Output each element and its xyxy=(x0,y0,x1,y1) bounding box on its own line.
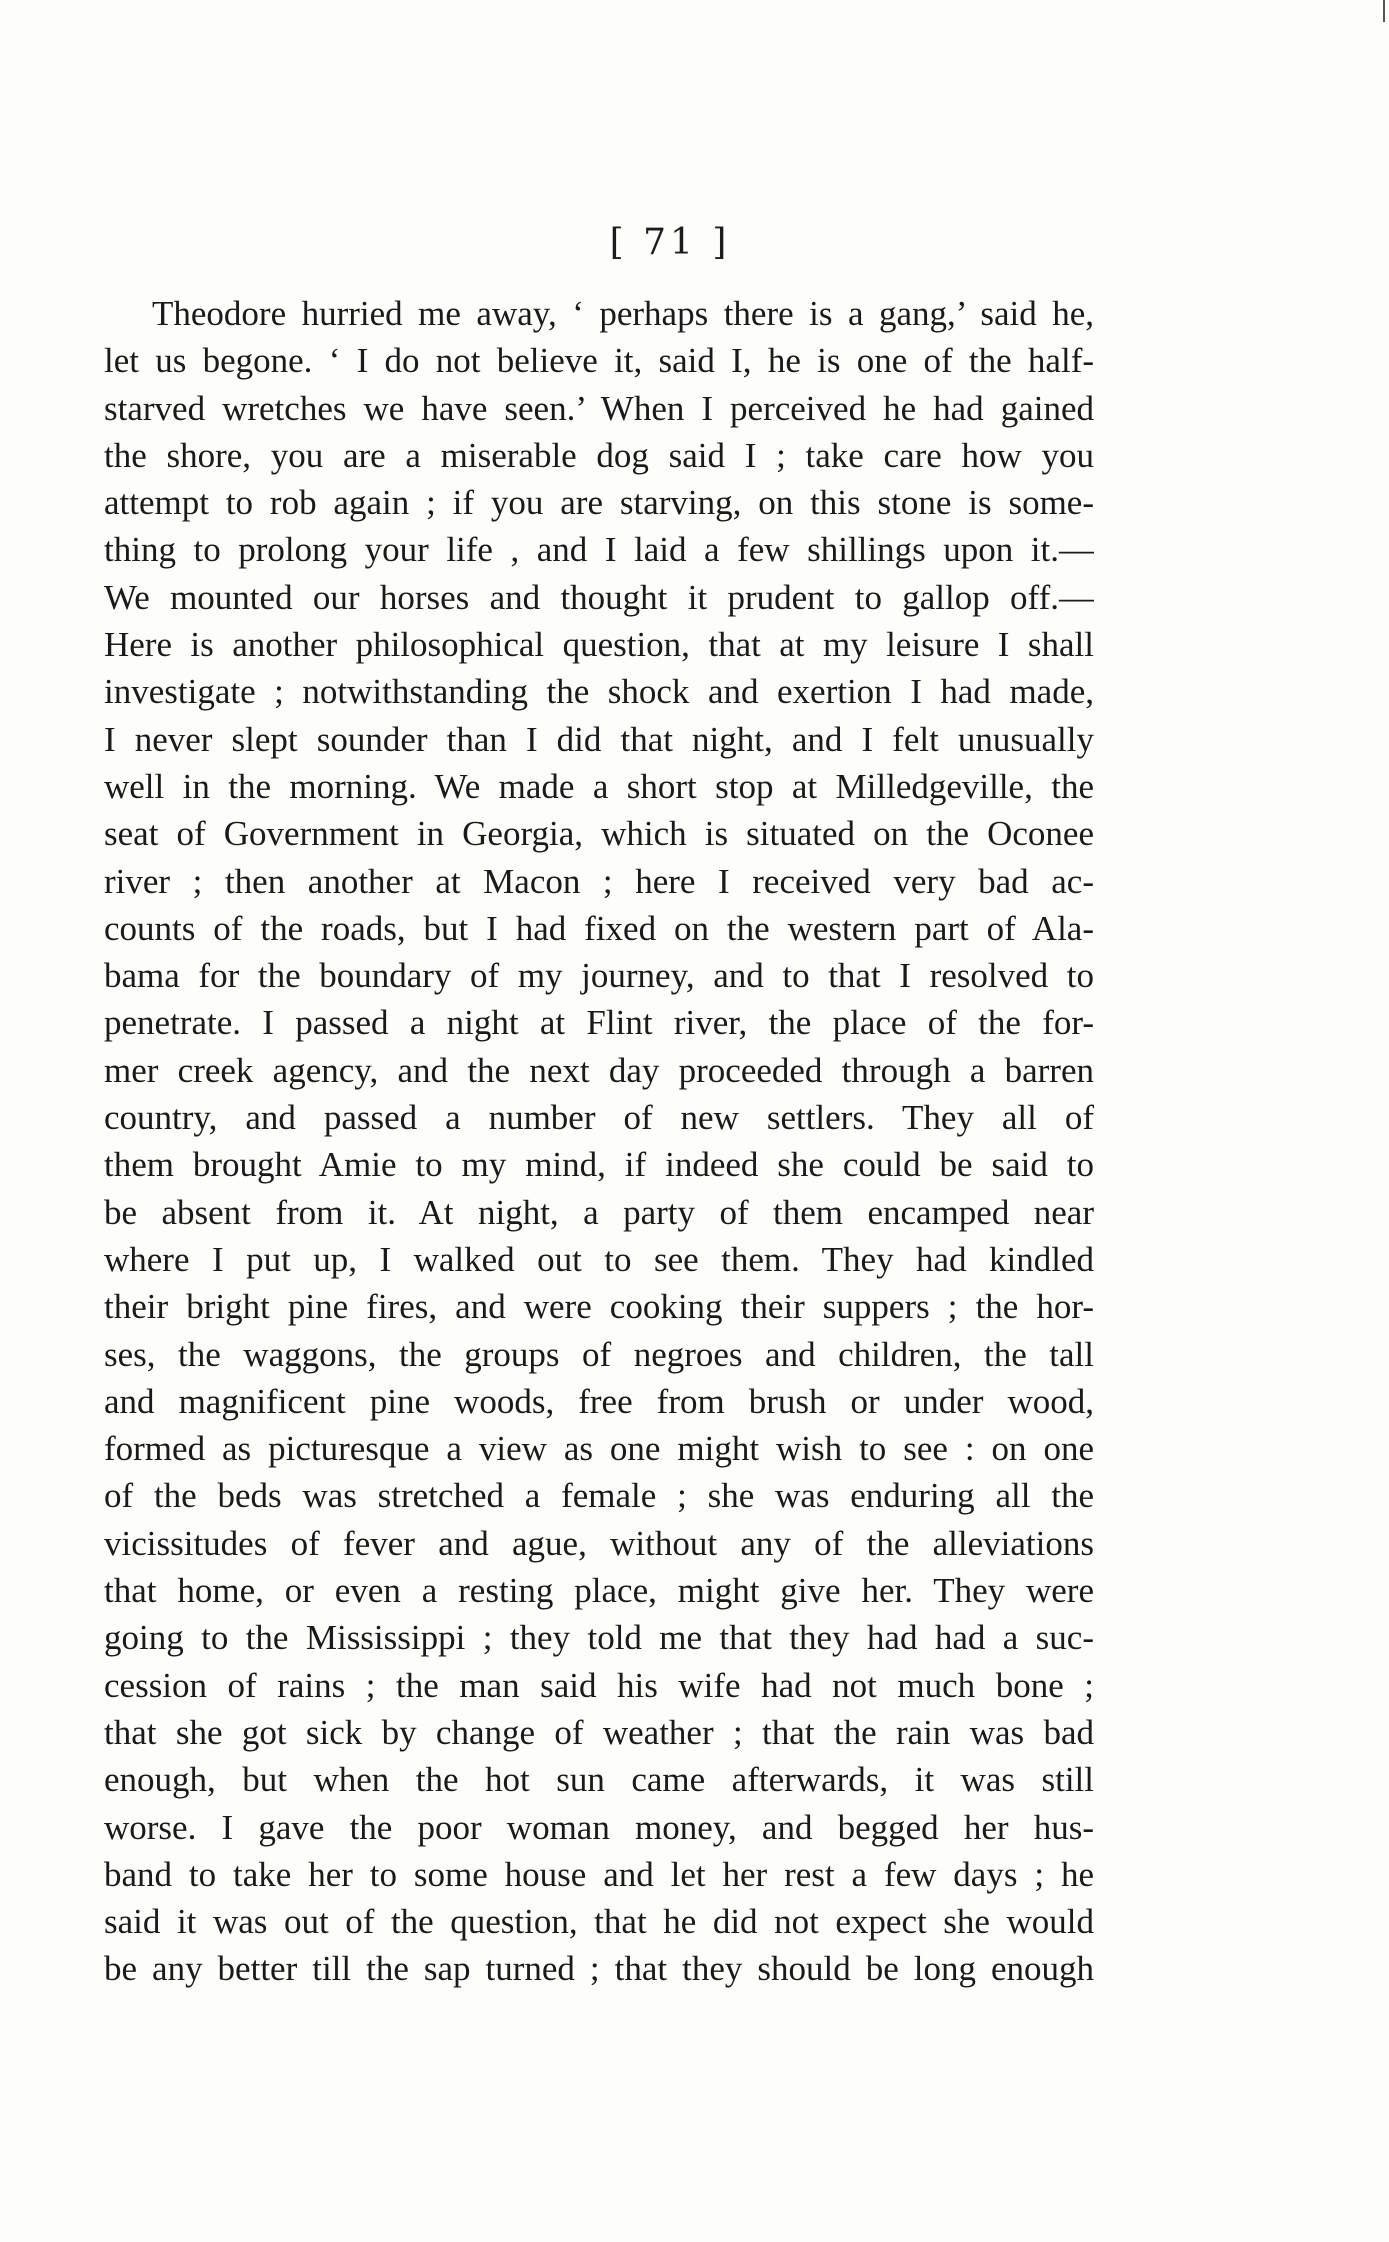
text-line: that she got sick by change of weather ; that the rain was bad xyxy=(104,1712,1094,1752)
text-line: formed as picturesque a view as one might wish to see : on one xyxy=(104,1429,1094,1469)
text-line: Here is another philosophical question, that at my leisure I shall xyxy=(104,625,1094,665)
text-line: be absent from it. At night, a party of them encamped near xyxy=(104,1192,1094,1232)
text-line: attempt to rob again ; if you are starving, on this stone is some- xyxy=(104,483,1094,523)
text-line: thing to prolong your life , and I laid a few shillings upon it.— xyxy=(104,530,1094,570)
text-line: enough, but when the hot sun came afterwards, it was still xyxy=(104,1760,1094,1800)
text-line: bama for the boundary of my journey, and to that I resolved to xyxy=(104,956,1094,996)
text-line: vicissitudes of fever and ague, without any of the alleviations xyxy=(104,1523,1094,1563)
text-line: country, and passed a number of new settlers. They all of xyxy=(104,1098,1094,1138)
page-edge-mark xyxy=(1383,0,1385,22)
text-line: and magnificent pine woods, free from brush or under wood, xyxy=(104,1381,1094,1421)
text-line: the shore, you are a miserable dog said I ; take care how you xyxy=(104,435,1094,475)
text-line: well in the morning. We made a short stop at Milledgeville, the xyxy=(104,766,1094,806)
text-line: be any better till the sap turned ; that they should be long enough xyxy=(104,1949,1094,1989)
text-line: said it was out of the question, that he did not expect she would xyxy=(104,1902,1094,1942)
text-line: them brought Amie to my mind, if indeed she could be said to xyxy=(104,1145,1094,1185)
body-text xyxy=(104,290,1094,1993)
page-number: [ 71 ] xyxy=(609,222,731,263)
text-line: river ; then another at Macon ; here I received very bad ac- xyxy=(104,861,1094,901)
text-line: penetrate. I passed a night at Flint river, the place of the for- xyxy=(104,1003,1094,1043)
text-line: going to the Mississippi ; they told me that they had had a suc- xyxy=(104,1618,1094,1658)
text-line: let us begone. ‘ I do not believe it, said I, he is one of the half- xyxy=(104,341,1094,381)
text-line: that home, or even a resting place, might give her. They were xyxy=(104,1571,1094,1611)
text-line: of the beds was stretched a female ; she was enduring all the xyxy=(104,1476,1094,1516)
text-line: ses, the waggons, the groups of negroes and children, the tall xyxy=(104,1334,1094,1374)
text-line: I never slept sounder than I did that night, and I felt unusually xyxy=(104,719,1094,759)
text-line: where I put up, I walked out to see them. They had kindled xyxy=(104,1239,1094,1279)
text-line: band to take her to some house and let her rest a few days ; he xyxy=(104,1854,1094,1894)
text-line: investigate ; notwithstanding the shock and exertion I had made, xyxy=(104,672,1094,712)
text-line: starved wretches we have seen.’ When I perceived he had gained xyxy=(104,388,1094,428)
text-line: counts of the roads, but I had fixed on the western part of Ala- xyxy=(104,908,1094,948)
text-line: mer creek agency, and the next day proceeded through a barren xyxy=(104,1050,1094,1090)
text-line: cession of rains ; the man said his wife had not much bone ; xyxy=(104,1665,1094,1705)
text-line: their bright pine fires, and were cooking their suppers ; the hor- xyxy=(104,1287,1094,1327)
text-line: seat of Government in Georgia, which is situated on the Oconee xyxy=(104,814,1094,854)
text-line: We mounted our horses and thought it prudent to gallop off.— xyxy=(104,577,1094,617)
text-line: Theodore hurried me away, ‘ perhaps there is a gang,’ said he, xyxy=(152,294,1094,333)
text-line: worse. I gave the poor woman money, and begged her hus- xyxy=(104,1807,1094,1847)
